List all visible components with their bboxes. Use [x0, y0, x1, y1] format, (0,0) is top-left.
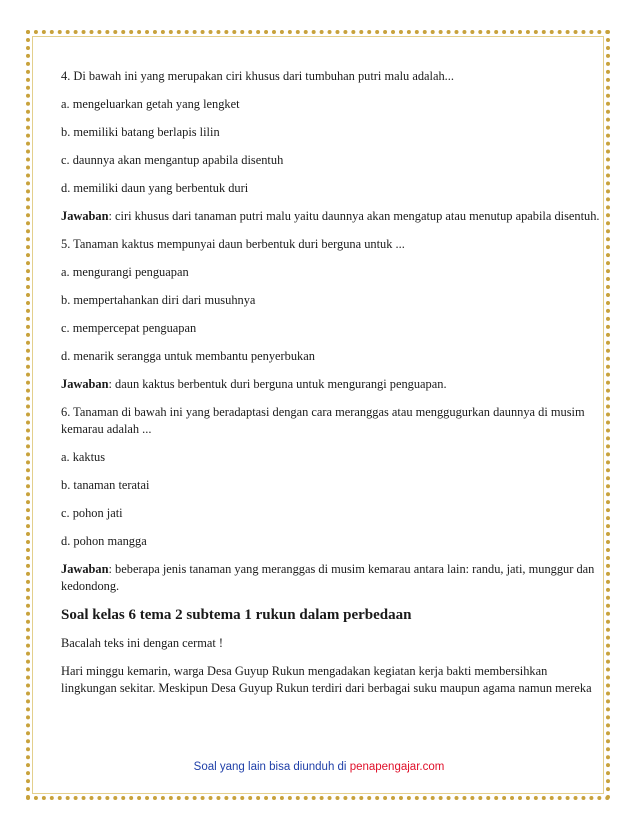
answer-text: : ciri khusus dari tanaman putri malu yaitu daunnya akan mengatup atau menutup apabila disentuh.: [108, 209, 600, 223]
question-5: 5. Tanaman kaktus mempunyai daun berbentuk duri berguna untuk ...: [61, 237, 405, 251]
answer-label: Jawaban: [61, 377, 109, 391]
question-6: 6. Tanaman di bawah ini yang beradaptasi dengan cara meranggas atau menggugurkan daunnya di musim kemarau adalah ...: [61, 405, 585, 436]
option-c: c. mempercepat penguapan: [61, 321, 197, 335]
answer-6: [61, 561, 606, 595]
answer-label: Jawaban: [61, 562, 109, 576]
answer-label: Jawaban: [61, 209, 109, 223]
option-a: a. kaktus: [61, 450, 106, 464]
option-b: b. memiliki batang berlapis lilin: [61, 125, 220, 139]
reading-instruction: Bacalah teks ini dengan cermat !: [61, 636, 224, 650]
answer-text: : daun kaktus berbentuk duri berguna untuk mengurangi penguapan.: [108, 377, 447, 391]
reading-paragraph: Hari minggu kemarin, warga Desa Guyup Rukun mengadakan kegiatan kerja bakti membersihkan lingkungan sekitar. Meskipun Desa Guyup Rukun terdiri dari berbagai suku maupun agama namun mereka: [61, 664, 592, 695]
section-heading: Soal kelas 6 tema 2 subtema 1 rukun dalam perbedaan: [61, 607, 412, 623]
answer-4: [61, 208, 606, 225]
option-a: a. mengeluarkan getah yang lengket: [61, 97, 240, 111]
page-footer: [0, 761, 638, 773]
option-d: d. memiliki daun yang berbentuk duri: [61, 181, 249, 195]
question-4: 4. Di bawah ini yang merupakan ciri khusus dari tumbuhan putri malu adalah...: [61, 69, 454, 83]
answer-text: : beberapa jenis tanaman yang meranggas di musim kemarau antara lain: randu, jati, munggur dan kedondong.: [61, 562, 595, 593]
option-c: c. daunnya akan mengantup apabila disentuh: [61, 153, 284, 167]
document-body: [61, 68, 606, 708]
option-d: d. menarik serangga untuk membantu penyerbukan: [61, 349, 315, 363]
option-d: d. pohon mangga: [61, 534, 147, 548]
footer-link[interactable]: penapengajar.com: [349, 761, 445, 773]
option-c: c. pohon jati: [61, 506, 123, 520]
option-a: a. mengurangi penguapan: [61, 265, 189, 279]
option-b: b. tanaman teratai: [61, 478, 150, 492]
answer-5: [61, 376, 606, 393]
footer-text: Soal yang lain bisa diunduh di: [193, 761, 350, 773]
option-b: b. mempertahankan diri dari musuhnya: [61, 293, 256, 307]
